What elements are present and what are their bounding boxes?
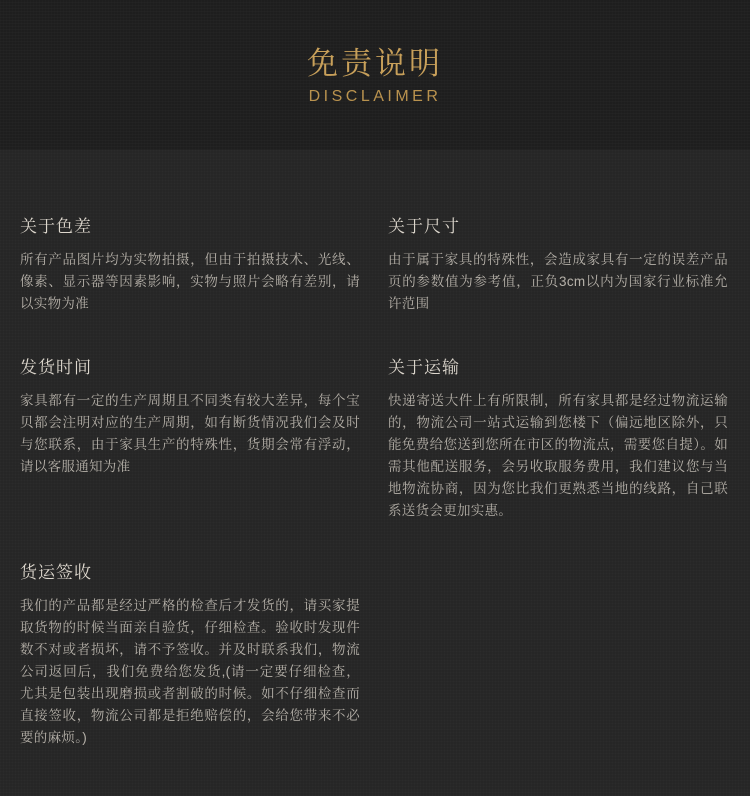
disclaimer-content: [0, 150, 750, 796]
section-body-shipping-time: 家具都有一定的生产周期且不同类有较大差异，每个宝贝都会注明对应的生产周期，如有断货情况我们会及时与您联系，由于家具生产的特殊性，货期会常有浮动，请以客服通知为准: [20, 393, 360, 474]
section-heading-shipping-time: 发货时间: [20, 358, 92, 377]
section-shipping-time: [20, 353, 360, 478]
page-title-cn: 免责说明: [307, 46, 443, 81]
page-header: [0, 0, 750, 150]
section-heading-freight-signing: 货运签收: [20, 563, 92, 582]
section-heading-size: 关于尺寸: [388, 217, 460, 236]
section-color-difference: [20, 212, 360, 315]
section-transport: [388, 353, 728, 522]
section-heading-color-difference: 关于色差: [20, 217, 92, 236]
page-title-en: DISCLAIMER: [308, 88, 442, 105]
section-freight-signing: [20, 558, 360, 749]
section-body-color-difference: 所有产品图片均为实物拍摄，但由于拍摄技术、光线、像素、显示器等因素影响，实物与照片会略有差别，请以实物为准: [20, 252, 360, 311]
section-heading-transport: 关于运输: [388, 358, 460, 377]
section-size: [388, 212, 728, 315]
section-body-size: 由于属于家具的特殊性，会造成家具有一定的误差产品页的参数值为参考值，正负3cm以内为国家行业标准允许范围: [388, 252, 728, 311]
section-body-freight-signing: 我们的产品都是经过严格的检查后才发货的，请买家提取货物的时候当面亲自验货，仔细检查。验收时发现件数不对或者损坏，请不予签收。并及时联系我们，物流公司返回后，我们免费给您发货,(请一定要仔细检查，尤其是包装出现磨损或者割破的时候。如不仔细检查而直接签收，物流公司都是拒绝赔偿的，会给您带来不必要的麻烦。): [20, 598, 360, 745]
section-body-transport: 快递寄送大件上有所限制，所有家具都是经过物流运输的，物流公司一站式运输到您楼下（偏远地区除外，只能免费给您送到您所在市区的物流点，需要您自提）。如需其他配送服务，会另收取服务费用，我们建议您与当地物流协商，因为您比我们更熟悉当地的线路，自己联系送货会更加实惠。: [388, 393, 728, 518]
